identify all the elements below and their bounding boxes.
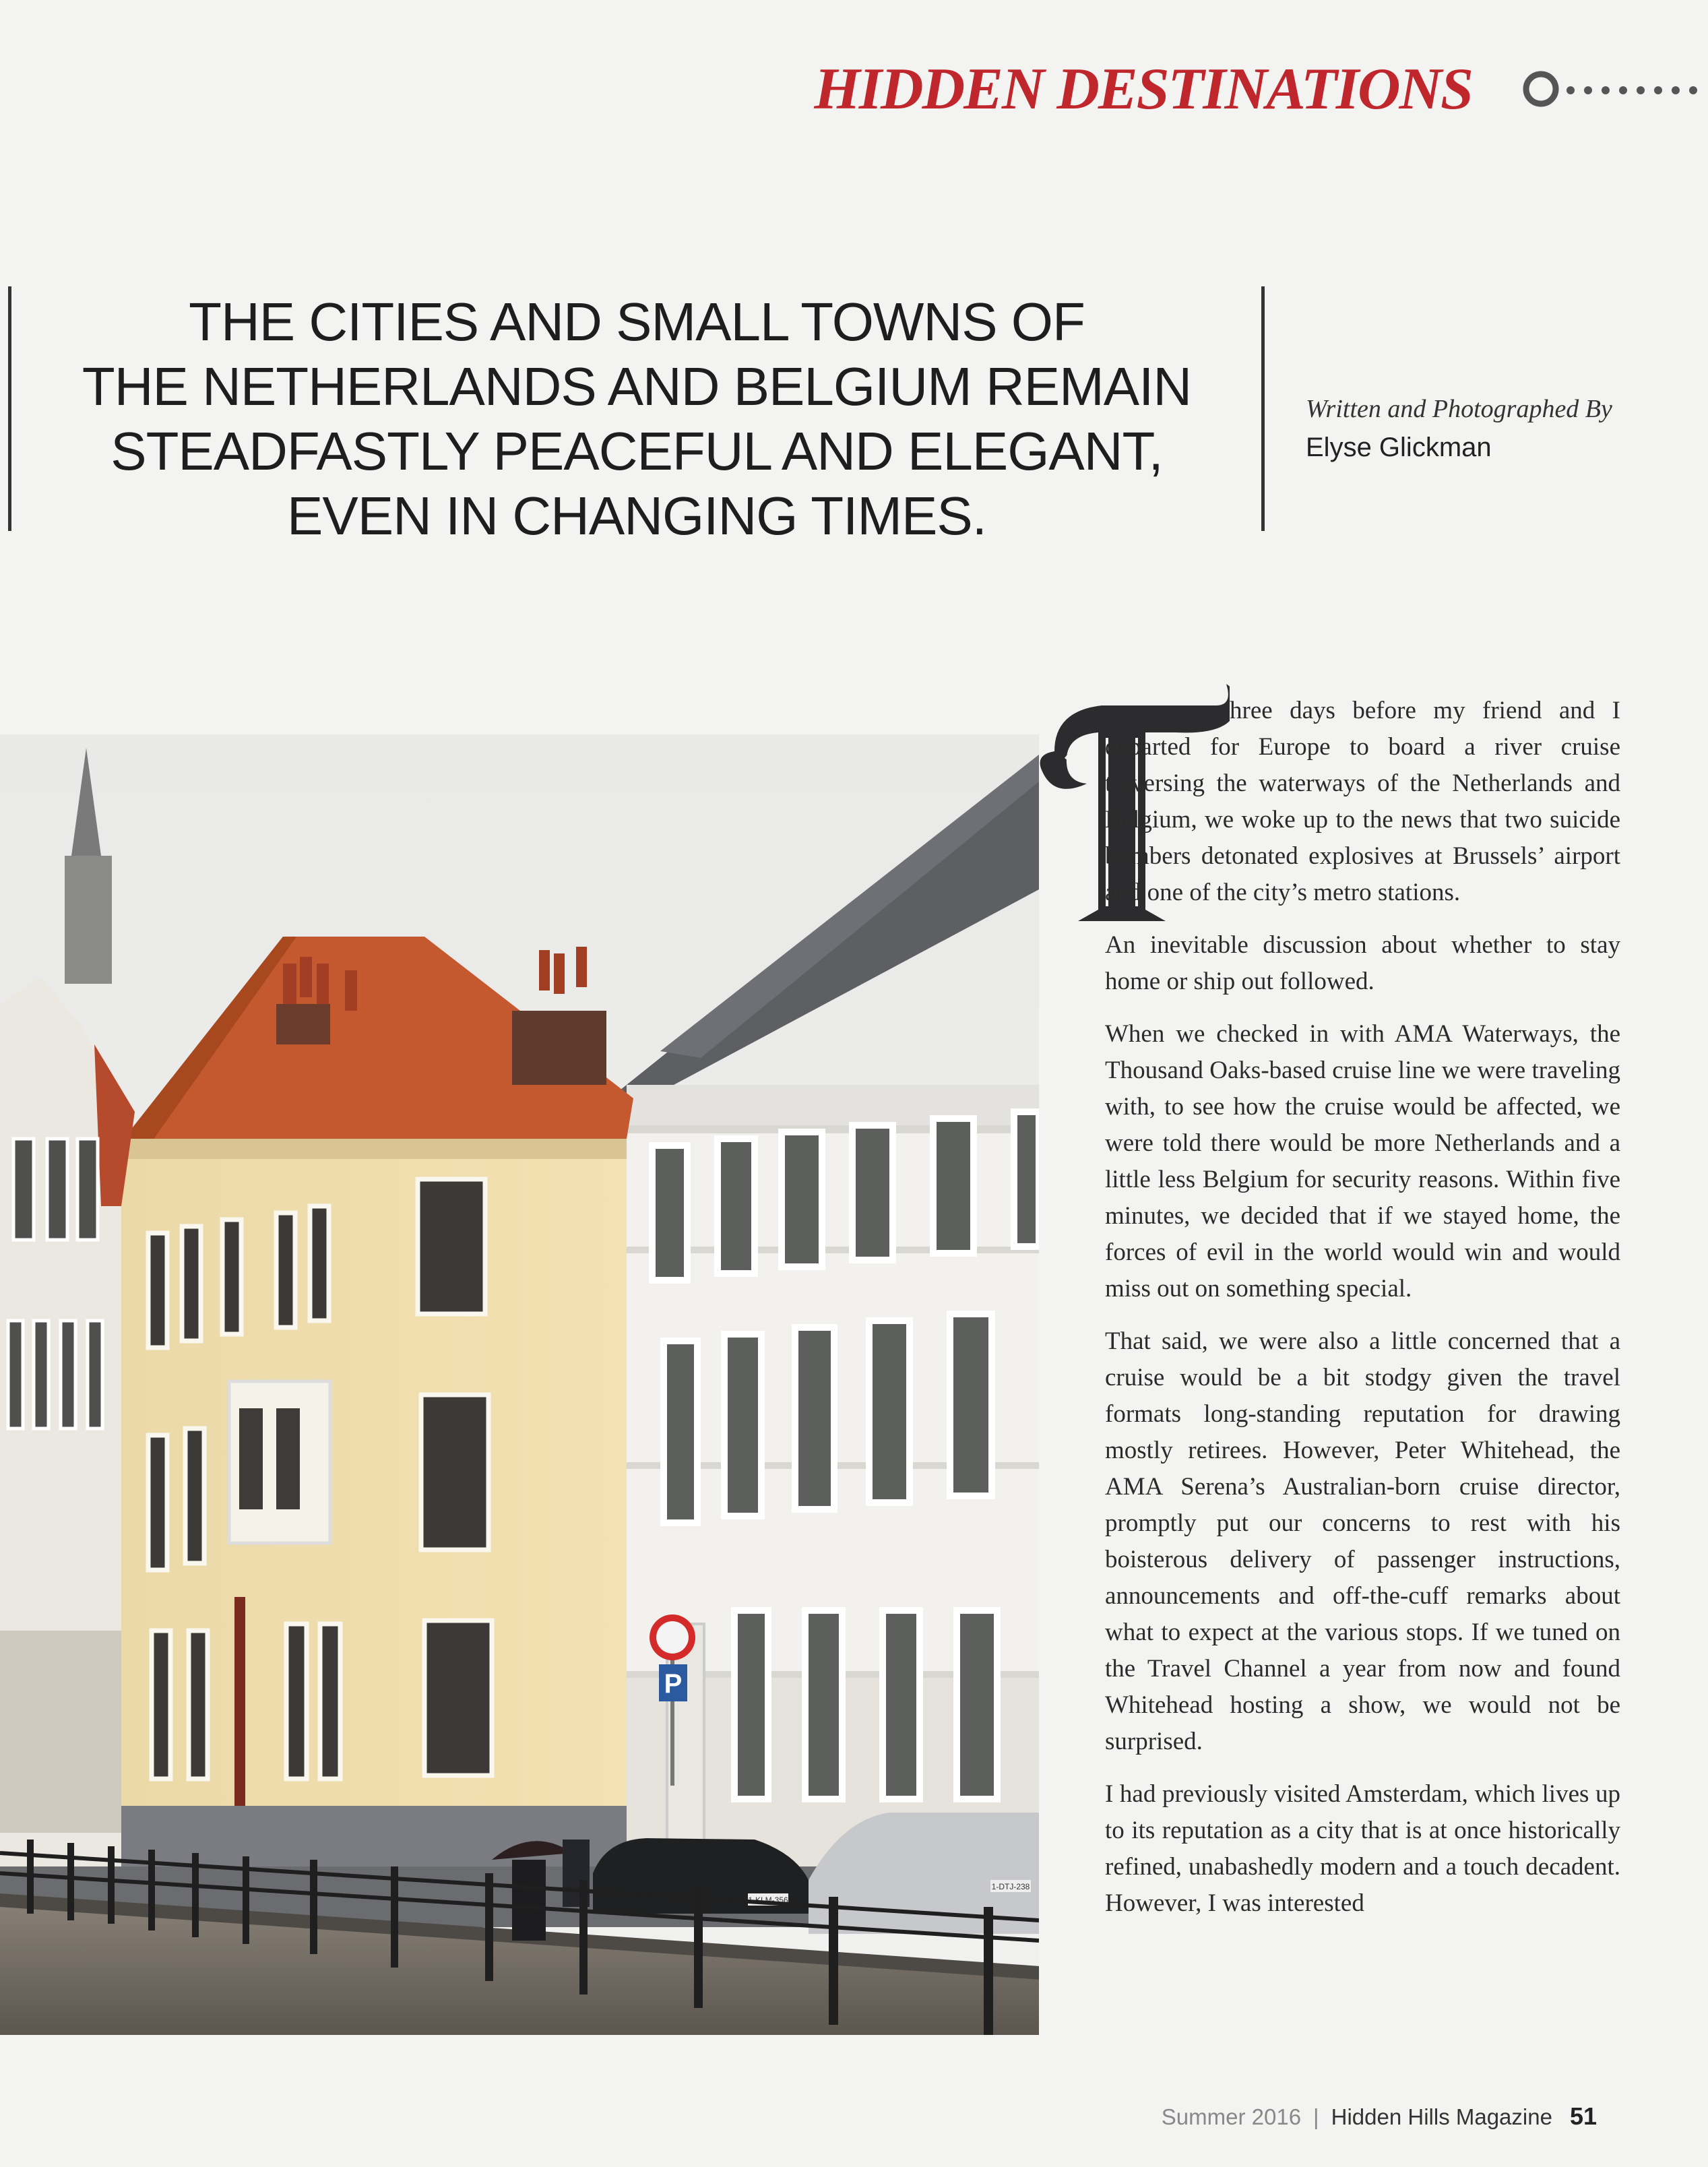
article-paragraph: I had previously visited Amsterdam, which lives up to its reputation as a city that is at once historically refined, unabashedly modern and a touch decadent. However, I was interested [1105, 1780, 1620, 1917]
footer-magazine: Hidden Hills Magazine [1331, 2104, 1552, 2129]
license-plate: 1-KLM-356 [748, 1895, 788, 1905]
headline-rule-right [1261, 286, 1265, 531]
parking-sign: P [664, 1669, 683, 1699]
article-paragraph: That said, we were also a little concerned that a cruise would be a bit stodgy given the travel formats long-standing reputation for drawing mostly retirees. However, Peter Whitehead, the AMA Serena’s Australian-born cruise director, promptly put our concerns to rest with his boisterous delivery of passenger instructions, announcements and off-the-cuff remarks about what to expect at the various stops. If we tuned on the Travel Channel a year from now and found Whitehead hosting a show, we would not be surprised. [1105, 1327, 1620, 1755]
headline-rule-left [8, 286, 11, 531]
headline-line: THE NETHERLANDS AND BELGIUM REMAIN [82, 356, 1192, 416]
article-body [1105, 693, 1620, 1938]
page-footer [1139, 2102, 1597, 2131]
page-number: 51 [1569, 2102, 1597, 2130]
section-label: HIDDEN DESTINATIONS [814, 57, 1472, 122]
headline-line: EVEN IN CHANGING TIMES. [287, 486, 986, 546]
article-photo [0, 734, 1039, 2035]
article-paragraph: When we checked in with AMA Waterways, the Thousand Oaks-based cruise line we were traveling with, to see how the cruise would be affected, we were told there would be more Netherlands and a little less Belgium for security reasons. Within five minutes, we decided that if we stayed home, the forces of evil in the world would win and would miss out on something special. [1105, 1020, 1620, 1302]
byline-author: Elyse Glickman [1306, 433, 1492, 462]
license-plate: 1-DTJ-238 [991, 1882, 1030, 1891]
byline-label: Written and Photographed By [1306, 395, 1612, 423]
footer-separator: | [1313, 2104, 1319, 2129]
headline [27, 290, 1246, 548]
headline-line: STEADFASTLY PEACEFUL AND ELEGANT, [110, 421, 1163, 481]
article-paragraph: hree days before my friend and I departed for Europe to board a river cruise traversing the waterways of the Netherlands and Belgium, we woke up to the news that two suicide bombers detonated explosives at Brussels’ airport and one of the city’s metro stations. [1105, 697, 1620, 906]
headline-line: THE CITIES AND SMALL TOWNS OF [189, 292, 1085, 352]
article-paragraph: An inevitable discussion about whether to stay home or ship out followed. [1105, 931, 1620, 995]
dotted-ornament-icon [1519, 62, 1708, 116]
footer-season: Summer 2016 [1161, 2104, 1302, 2129]
